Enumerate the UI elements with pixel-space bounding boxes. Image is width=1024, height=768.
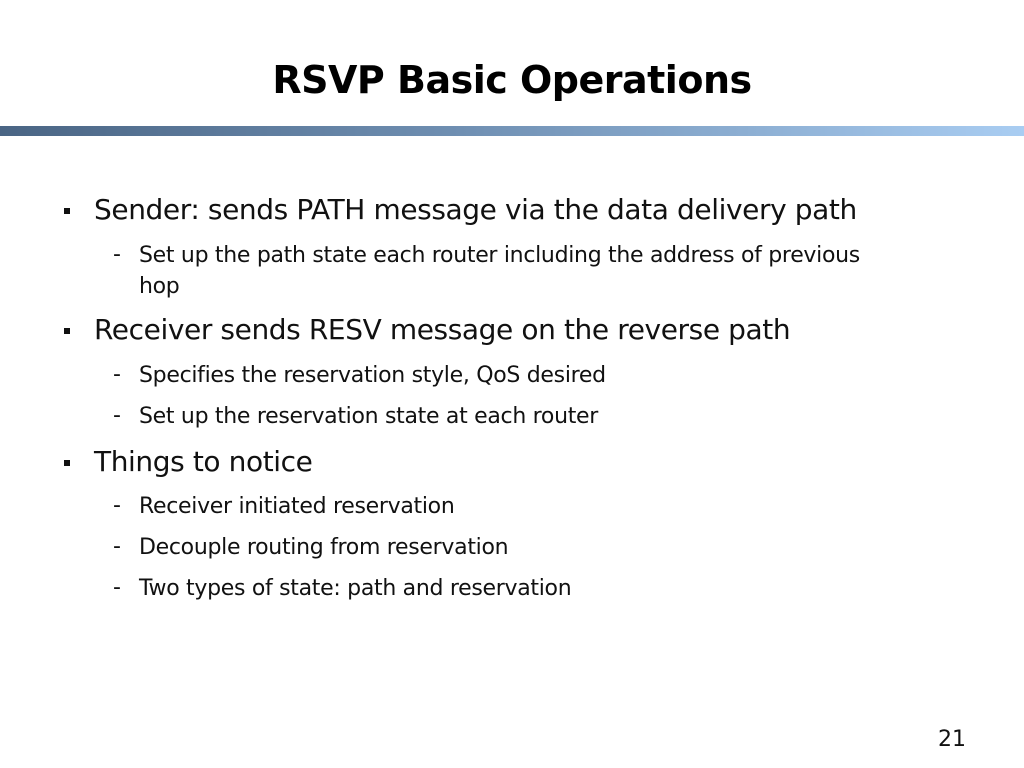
bullet-text: Things to notice [94, 445, 313, 478]
dash-bullet-icon: - [113, 493, 121, 518]
sub-item-text: Receiver initiated reservation [139, 494, 455, 519]
dash-bullet-icon: - [113, 534, 121, 559]
bullet-text: Receiver sends RESV message on the reverse path [94, 313, 791, 346]
sub-item-text: Decouple routing from reservation [139, 535, 509, 560]
title-divider [0, 126, 1024, 136]
dash-bullet-icon: - [113, 575, 121, 600]
sub-item-text: Two types of state: path and reservation [139, 576, 572, 601]
slide-title: RSVP Basic Operations [272, 58, 752, 102]
sub-item-text: Specifies the reservation style, QoS desired [139, 363, 606, 388]
dash-bullet-icon: - [113, 362, 121, 387]
square-bullet-icon [64, 460, 70, 466]
square-bullet-icon [64, 208, 70, 214]
dash-bullet-icon: - [113, 242, 121, 267]
sub-item-text: Set up the path state each router including the address of previous hop [139, 243, 860, 299]
square-bullet-icon [64, 328, 70, 334]
page-number: 21 [938, 727, 966, 752]
sub-item-text: Set up the reservation state at each router [139, 404, 599, 429]
dash-bullet-icon: - [113, 403, 121, 428]
bullet-text: Sender: sends PATH message via the data delivery path [94, 193, 857, 226]
